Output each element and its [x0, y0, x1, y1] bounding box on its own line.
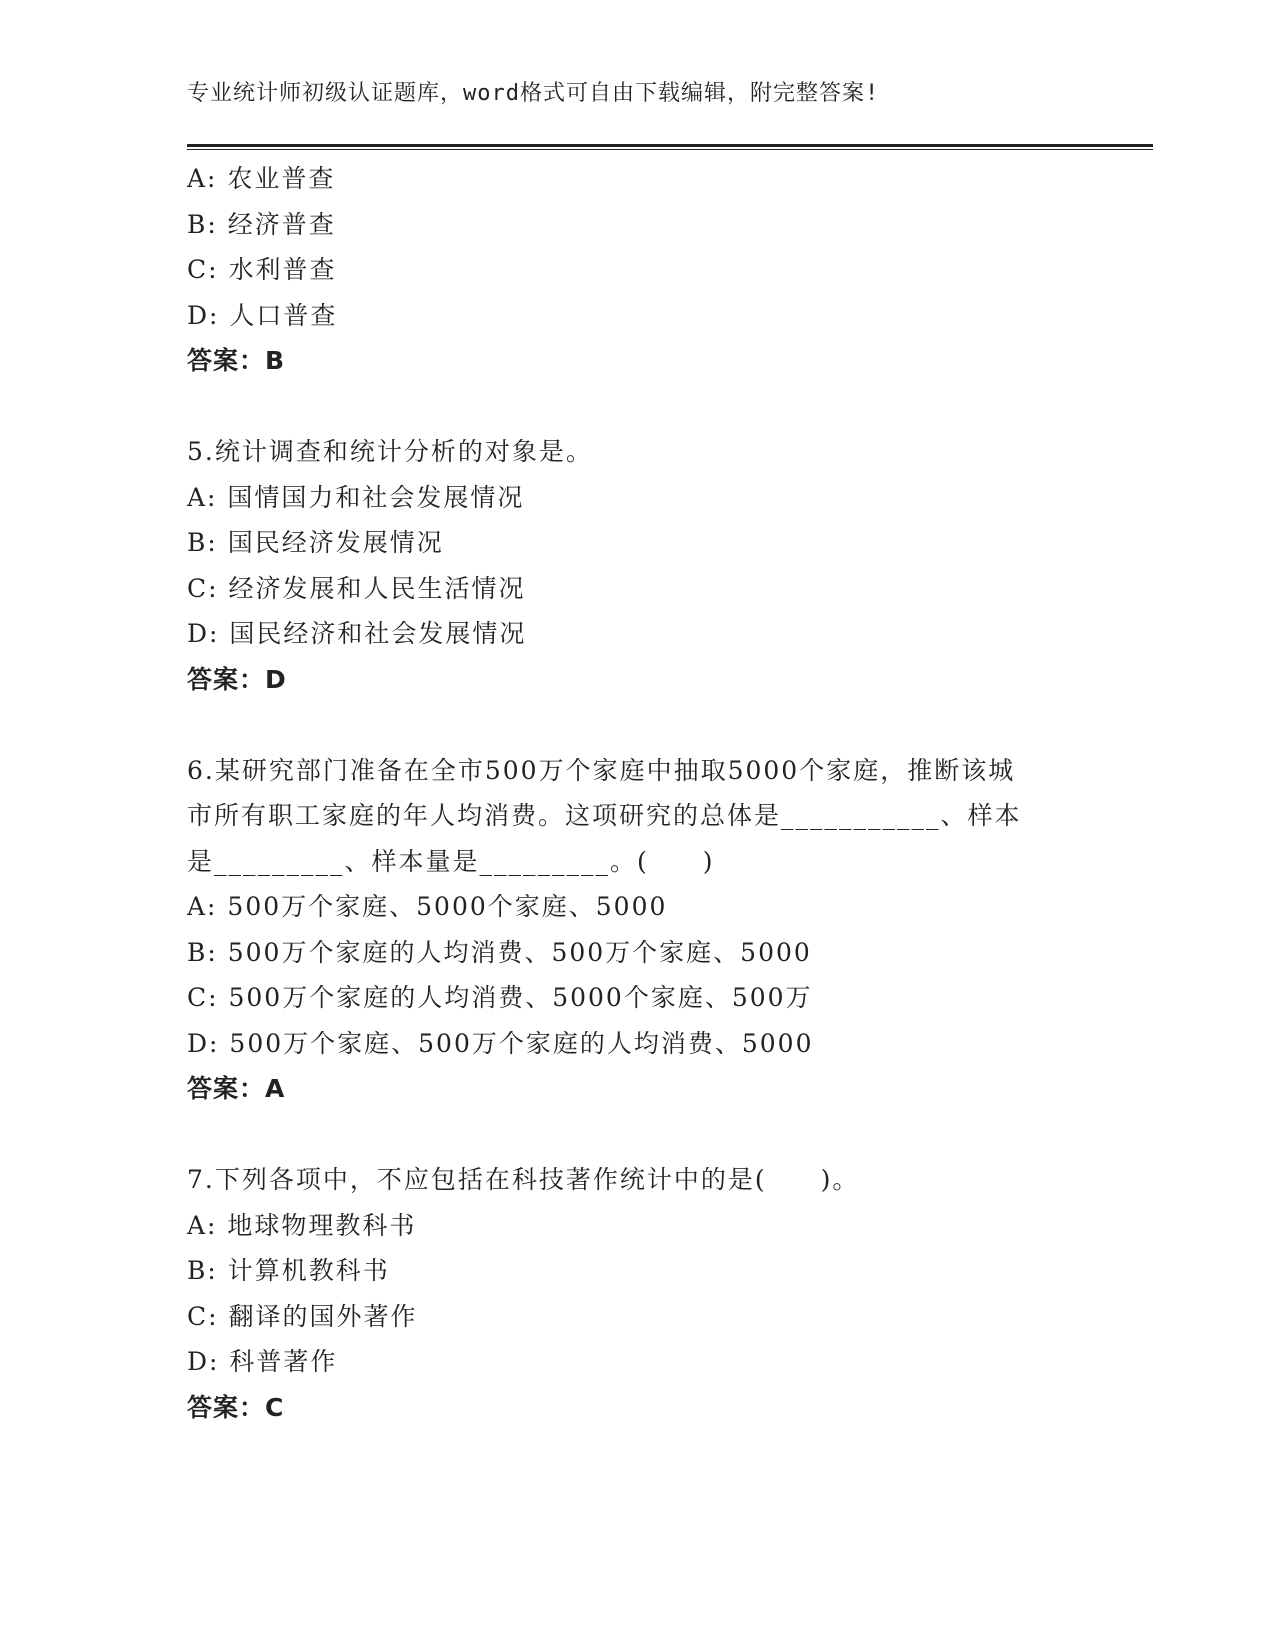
question-6 — [187, 748, 1087, 1112]
header-title: 专业统计师初级认证题库，word格式可自由下载编辑，附完整答案! — [187, 81, 880, 106]
question-stem-line-2: 市所有职工家庭的年人均消费。这项研究的总体是___________、样本 — [187, 801, 1022, 830]
question-stem-line-3: 是_________、样本量是_________。( ) — [187, 846, 715, 876]
answer-label: 答案：D — [187, 664, 287, 694]
spacer — [187, 384, 1087, 430]
option-c: C: 500万个家庭的人均消费、5000个家庭、500万 — [187, 983, 813, 1012]
option-c: C: 翻译的国外著作 — [187, 1301, 418, 1331]
question-stem: 5.统计调查和统计分析的对象是。 — [187, 437, 593, 466]
spacer — [187, 1112, 1087, 1158]
option-a: A: 农业普查 — [187, 164, 336, 193]
question-7 — [187, 1157, 1087, 1430]
option-d: D: 500万个家庭、500万个家庭的人均消费、5000 — [187, 1028, 814, 1058]
option-a: A: 500万个家庭、5000个家庭、5000 — [187, 892, 668, 921]
question-stem: 7.下列各项中，不应包括在科技著作统计中的是( )。 — [187, 1165, 860, 1194]
question-list — [187, 156, 1087, 1430]
option-b: B: 国民经济发展情况 — [187, 528, 444, 557]
option-b: B: 经济普查 — [187, 209, 336, 239]
option-c: C: 经济发展和人民生活情况 — [187, 573, 526, 603]
header-rule-thin — [187, 149, 1153, 150]
option-b: B: 计算机教科书 — [187, 1256, 390, 1285]
question-4 — [187, 156, 1087, 384]
question-5 — [187, 429, 1087, 702]
answer-label: 答案：C — [187, 1392, 285, 1422]
option-a: A: 国情国力和社会发展情况 — [187, 482, 525, 512]
option-c: C: 水利普查 — [187, 255, 337, 284]
header-rule-thick — [187, 144, 1153, 147]
option-d: D: 科普著作 — [187, 1347, 338, 1376]
answer-label: 答案：A — [187, 1074, 286, 1103]
answer-label: 答案：B — [187, 346, 286, 375]
option-a: A: 地球物理教科书 — [187, 1210, 417, 1240]
question-stem-line-1: 6.某研究部门准备在全市500万个家庭中抽取5000个家庭，推断该城 — [187, 755, 1016, 785]
option-d: D: 人口普查 — [187, 300, 338, 330]
option-b: B: 500万个家庭的人均消费、500万个家庭、5000 — [187, 937, 812, 967]
spacer — [187, 702, 1087, 748]
option-d: D: 国民经济和社会发展情况 — [187, 619, 527, 648]
